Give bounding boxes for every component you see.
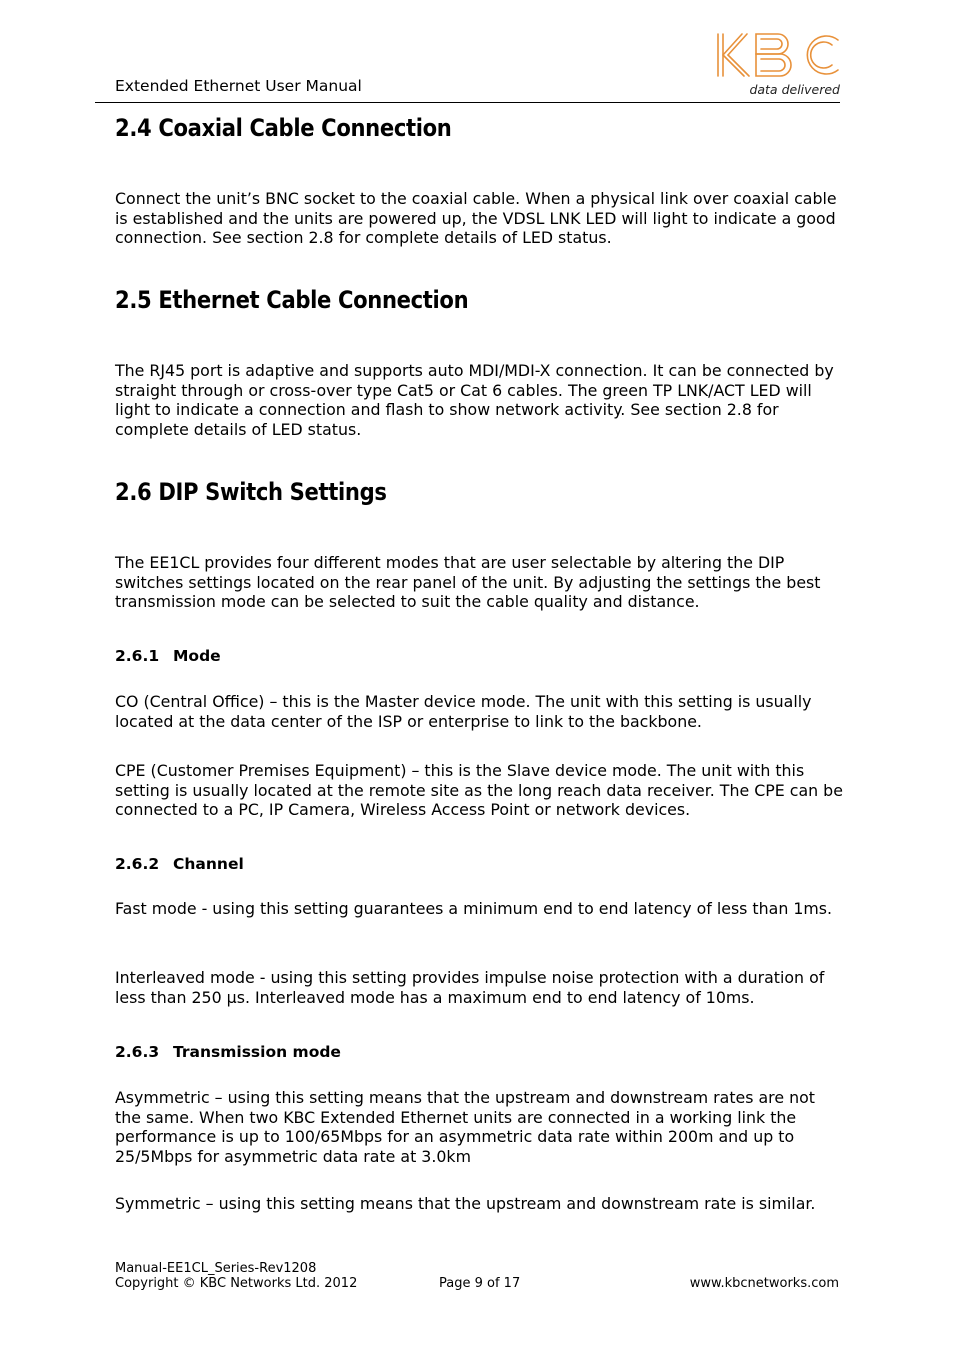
tagline: data delivered (749, 82, 840, 97)
paragraph-mode-cpe: CPE (Customer Premises Equipment) – this is the Slave device mode. The unit with this setting is usually located at the remote site as the long reach data receiver. The CPE can be connected to a PC, IP Camera, Wireless Access Point or network devices. (115, 761, 843, 820)
subsection-heading-transmission (115, 1043, 341, 1061)
document-title: Extended Ethernet User Manual (115, 77, 362, 95)
subsection-heading-mode (115, 647, 221, 665)
subsection-heading-channel (115, 855, 244, 873)
subsection-number: 2.6.1 (115, 647, 160, 665)
footer-copyright: Copyright © KBC Networks Ltd. 2012 (115, 1276, 358, 1291)
subsection-title: Transmission mode (173, 1043, 341, 1061)
section-heading-2-5: 2.5 Ethernet Cable Connection (115, 286, 469, 314)
paragraph-mode-co: CO (Central Office) – this is the Master device mode. The unit with this setting is usually located at the data center of the ISP or enterprise to link to the backbone. (115, 692, 812, 731)
paragraph-symmetric: Symmetric – using this setting means that the upstream and downstream rate is similar. (115, 1194, 816, 1213)
footer-website: www.kbcnetworks.com (689, 1276, 839, 1291)
paragraph-dip-switch: The EE1CL provides four different modes that are user selectable by altering the DIP switches settings located on the rear panel of the unit. By adjusting the settings the best transmission mode can be selected to suit the cable quality and distance. (115, 553, 821, 612)
section-heading-2-4: 2.4 Coaxial Cable Connection (115, 114, 452, 142)
subsection-title: Mode (173, 647, 221, 665)
footer-doc-id: Manual-EE1CL_Series-Rev1208 (115, 1261, 317, 1276)
paragraph-channel-fast: Fast mode - using this setting guarantees a minimum end to end latency of less than 1ms. (115, 899, 833, 918)
paragraph-ethernet: The RJ45 port is adaptive and supports auto MDI/MDI-X connection. It can be connected by straight through or cross-over type Cat5 or Cat 6 cables. The green TP LNK/ACT LED will light to indicate a connection and flash to show network activity. See section 2.8 for complete details of LED status. (115, 361, 834, 439)
subsection-number: 2.6.3 (115, 1043, 160, 1061)
paragraph-coaxial: Connect the unit’s BNC socket to the coaxial cable. When a physical link over coaxial cable is established and the units are powered up, the VDSL LNK LED will light to indicate a good connection. See section 2.8 for complete details of LED status. (115, 189, 837, 248)
paragraph-channel-interleaved: Interleaved mode - using this setting provides impulse noise protection with a duration of less than 250 µs. Interleaved mode has a maximum end to end latency of 10ms. (115, 968, 825, 1007)
subsection-number: 2.6.2 (115, 855, 160, 873)
paragraph-asymmetric: Asymmetric – using this setting means that the upstream and downstream rates are not the same. When two KBC Extended Ethernet units are connected in a working link the performance is up to 100/65Mbps for an asymmetric data rate within 200m and up to 25/5Mbps for asymmetric data rate at 3.0km (115, 1088, 815, 1166)
footer-page-number: Page 9 of 17 (439, 1276, 521, 1291)
subsection-title: Channel (173, 855, 244, 873)
header-divider (95, 102, 840, 103)
section-heading-2-6: 2.6 DIP Switch Settings (115, 478, 387, 506)
